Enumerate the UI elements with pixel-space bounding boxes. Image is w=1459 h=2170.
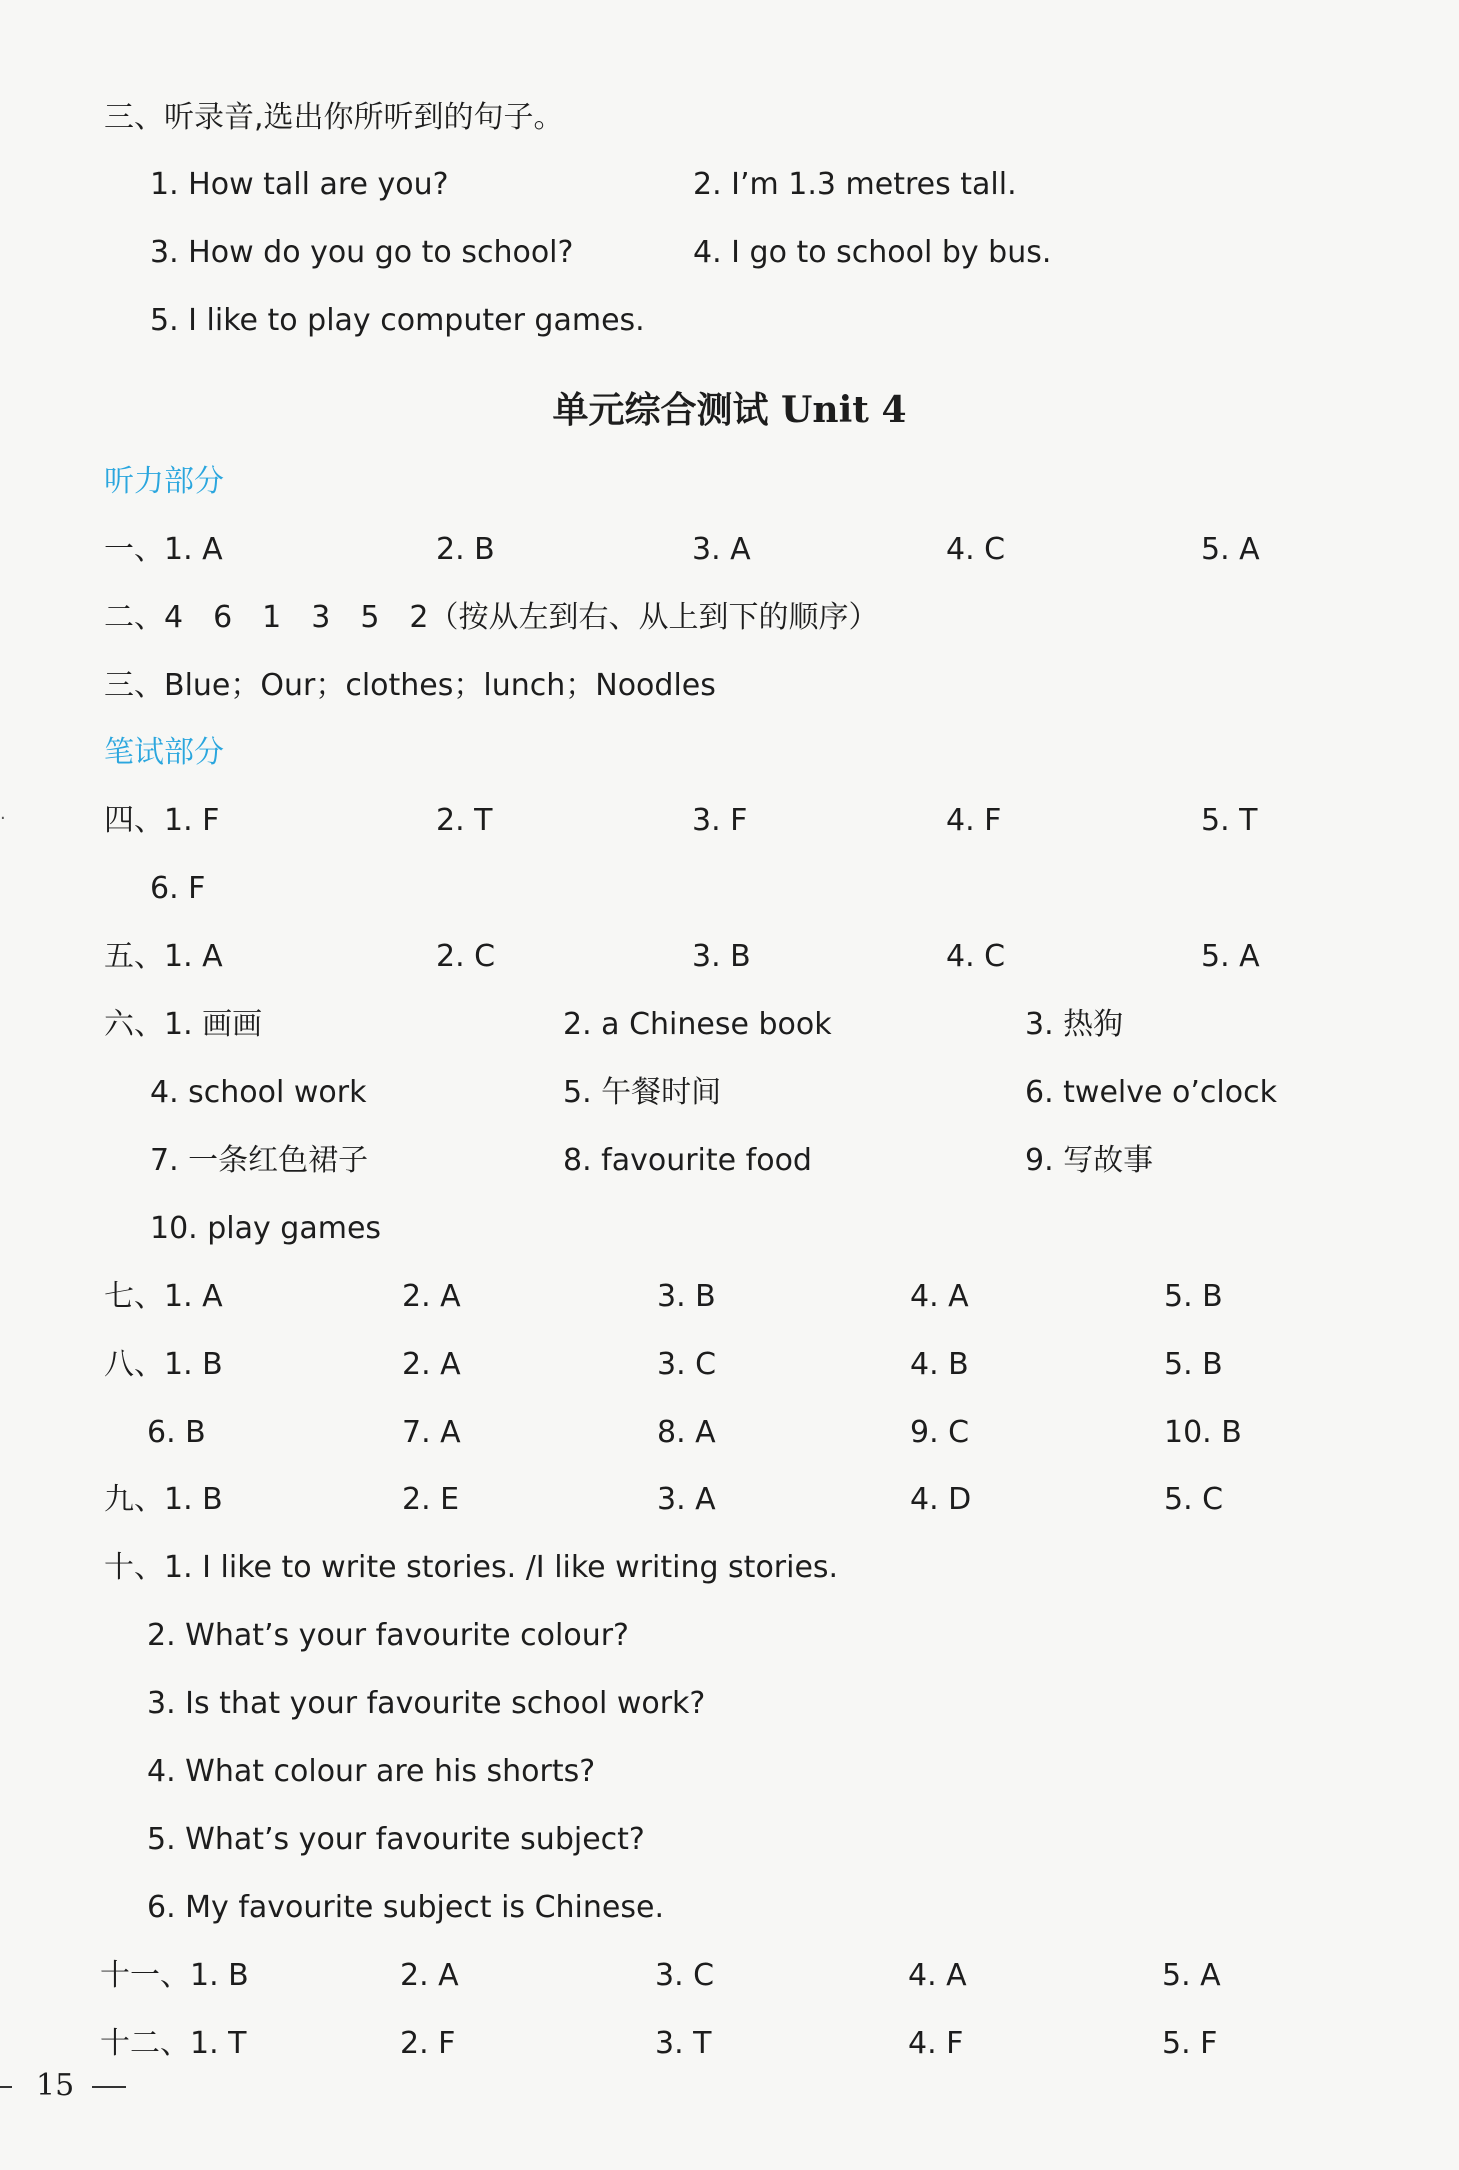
q11-item-5: 5. A <box>1162 1958 1221 1993</box>
q5-item-5: 5. A <box>1201 939 1260 974</box>
q4-item-3: 3. F <box>692 803 748 838</box>
q7-item-1: 七、1. A <box>104 1279 223 1314</box>
q8-item-1: 八、1. B <box>104 1347 223 1382</box>
q9-item-2: 2. E <box>402 1482 460 1517</box>
q8-item-5: 5. B <box>1164 1347 1223 1382</box>
q8-item-9: 9. C <box>910 1415 970 1450</box>
part3-item-5: 5. I like to play computer games. <box>150 303 645 338</box>
q1-item-3: 3. A <box>692 532 751 567</box>
q10-item-3: 3. Is that your favourite school work? <box>147 1686 706 1721</box>
q12-item-2: 2. F <box>400 2026 456 2061</box>
q12-item-5: 5. F <box>1162 2026 1218 2061</box>
q6-item-9: 9. 写故事 <box>1025 1143 1154 1178</box>
q11-item-4: 4. A <box>908 1958 967 1993</box>
q9-item-3: 3. A <box>657 1482 716 1517</box>
q11-item-2: 2. A <box>400 1958 459 1993</box>
q6-item-8: 8. favourite food <box>563 1143 812 1178</box>
q6-item-1: 六、1. 画画 <box>104 1007 263 1042</box>
q1-item-5: 5. A <box>1201 532 1260 567</box>
margin-mark: · <box>0 808 6 829</box>
part3-item-4: 4. I go to school by bus. <box>693 235 1052 270</box>
page-number-dash-right <box>92 2086 126 2088</box>
q6-item-10: 10. play games <box>150 1211 382 1246</box>
q6-item-2: 2. a Chinese book <box>563 1007 832 1042</box>
q8-item-8: 8. A <box>657 1415 716 1450</box>
q3-answer: 三、Blue；Our；clothes；lunch；Noodles <box>104 668 716 703</box>
q12-item-4: 4. F <box>908 2026 964 2061</box>
q5-item-3: 3. B <box>692 939 751 974</box>
q8-item-6: 6. B <box>147 1415 206 1450</box>
page-number: 15 <box>36 2068 75 2103</box>
q4-item-6: 6. F <box>150 871 206 906</box>
q5-item-2: 2. C <box>436 939 496 974</box>
q6-item-5: 5. 午餐时间 <box>563 1075 722 1110</box>
q1-item-1: 一、1. A <box>104 532 223 567</box>
q11-item-3: 3. C <box>655 1958 715 1993</box>
listening-section-label: 听力部分 <box>104 464 224 499</box>
q9-item-5: 5. C <box>1164 1482 1224 1517</box>
q10-item-1: 十、1. I like to write stories. /I like writing stories. <box>104 1550 839 1585</box>
writing-section-label: 笔试部分 <box>104 735 224 770</box>
q4-item-1: 四、1. F <box>104 803 220 838</box>
q8-item-4: 4. B <box>910 1347 969 1382</box>
q4-item-4: 4. F <box>946 803 1002 838</box>
part3-title: 三、听录音,选出你所听到的句子。 <box>104 100 564 135</box>
q6-item-3: 3. 热狗 <box>1025 1007 1124 1042</box>
q12-item-1: 十二、1. T <box>100 2026 247 2061</box>
q9-item-4: 4. D <box>910 1482 972 1517</box>
q10-item-6: 6. My favourite subject is Chinese. <box>147 1890 664 1925</box>
q6-item-6: 6. twelve o’clock <box>1025 1075 1277 1110</box>
q8-item-2: 2. A <box>402 1347 461 1382</box>
q1-item-4: 4. C <box>946 532 1006 567</box>
q10-item-2: 2. What’s your favourite colour? <box>147 1618 629 1653</box>
page-number-dash-left <box>0 2086 12 2088</box>
q12-item-3: 3. T <box>655 2026 712 2061</box>
q10-item-4: 4. What colour are his shorts? <box>147 1754 596 1789</box>
part3-item-3: 3. How do you go to school? <box>150 235 574 270</box>
q5-item-4: 4. C <box>946 939 1006 974</box>
q7-item-3: 3. B <box>657 1279 716 1314</box>
part3-item-2: 2. I’m 1.3 metres tall. <box>693 167 1017 202</box>
q7-item-2: 2. A <box>402 1279 461 1314</box>
q4-item-2: 2. T <box>436 803 493 838</box>
q1-item-2: 2. B <box>436 532 495 567</box>
q6-item-7: 7. 一条红色裙子 <box>150 1143 369 1178</box>
unit-heading: 单元综合测试 Unit 4 <box>552 389 907 431</box>
q8-item-10: 10. B <box>1164 1415 1242 1450</box>
q8-item-3: 3. C <box>657 1347 717 1382</box>
q7-item-5: 5. B <box>1164 1279 1223 1314</box>
q5-item-1: 五、1. A <box>104 939 223 974</box>
q8-item-7: 7. A <box>402 1415 461 1450</box>
part3-item-1: 1. How tall are you? <box>150 167 449 202</box>
q11-item-1: 十一、1. B <box>100 1958 249 1993</box>
q9-item-1: 九、1. B <box>104 1482 223 1517</box>
q7-item-4: 4. A <box>910 1279 969 1314</box>
q6-item-4: 4. school work <box>150 1075 367 1110</box>
q10-item-5: 5. What’s your favourite subject? <box>147 1822 645 1857</box>
q2-answer: 二、4 6 1 3 5 2（按从左到右、从上到下的顺序） <box>104 600 879 635</box>
q4-item-5: 5. T <box>1201 803 1258 838</box>
